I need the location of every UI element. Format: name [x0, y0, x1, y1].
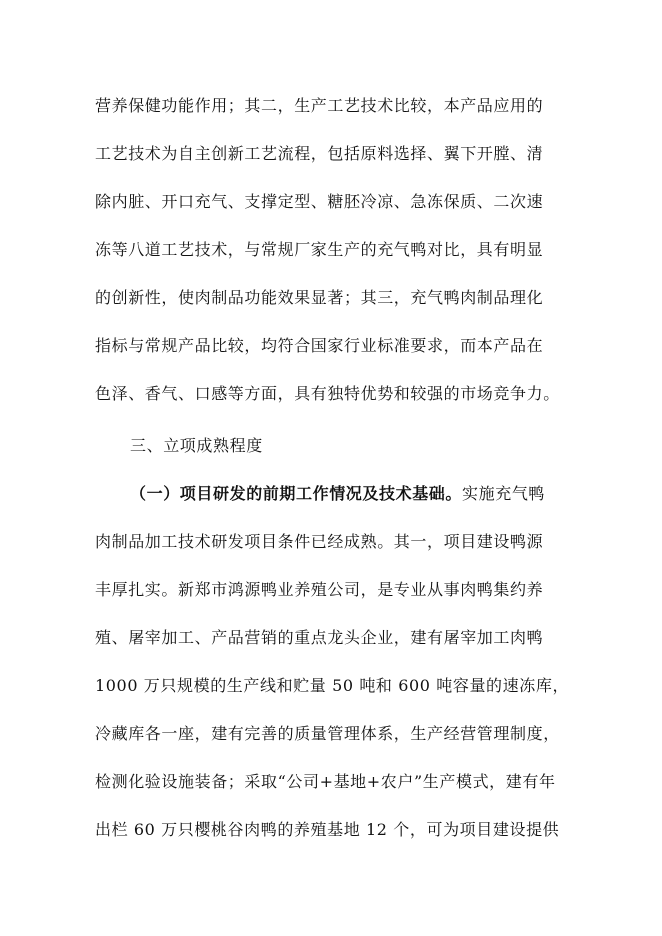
paragraph-line: 色泽、香气、口感等方面，具有独特优势和较强的市场竞争力。	[95, 384, 560, 403]
paragraph-line: 指标与常规产品比较，均符合国家行业标准要求，而本产品在	[95, 336, 544, 355]
paragraph-line: 冻等八道工艺技术，与常规厂家生产的充气鸭对比，具有明显	[95, 240, 544, 259]
paragraph-line: 丰厚扎实。新郑市鸿源鸭业养殖公司，是专业从事肉鸭集约养	[95, 580, 544, 599]
paragraph-line: 工艺技术为自主创新工艺流程，包括原料选择、翼下开膛、清	[95, 144, 544, 163]
paragraph-first-line-rest: 实施充气鸭	[462, 484, 546, 503]
paragraph-line: 营养保健功能作用；其二，生产工艺技术比较，本产品应用的	[95, 96, 544, 115]
paragraph-line: 肉制品加工技术研发项目条件已经成熟。其一，项目建设鸭源	[95, 532, 544, 551]
paragraph-line: 出栏 60 万只樱桃谷肉鸭的养殖基地 12 个，可为项目建设提供	[95, 820, 560, 839]
paragraph-line: 1000 万只规模的生产线和贮量 50 吨和 600 吨容量的速冻库，	[95, 676, 570, 695]
section-heading: 三、立项成熟程度	[130, 436, 263, 455]
subsection-title: （一）项目研发的前期工作情况及技术基础。	[130, 484, 463, 503]
paragraph-line: 检测化验设施装备；采取“公司+基地+农户”生产模式，建有年	[95, 772, 556, 791]
paragraph-line: 殖、屠宰加工、产品营销的重点龙头企业，建有屠宰加工肉鸭	[95, 628, 544, 647]
paragraph-first-line	[130, 483, 575, 505]
paragraph-line: 除内脏、开口充气、支撑定型、糖胚冷凉、急冻保质、二次速	[95, 192, 544, 211]
paragraph-line: 的创新性，使肉制品功能效果显著；其三，充气鸭肉制品理化	[95, 288, 544, 307]
paragraph-line: 冷藏库各一座，建有完善的质量管理体系，生产经营管理制度，	[95, 724, 560, 743]
